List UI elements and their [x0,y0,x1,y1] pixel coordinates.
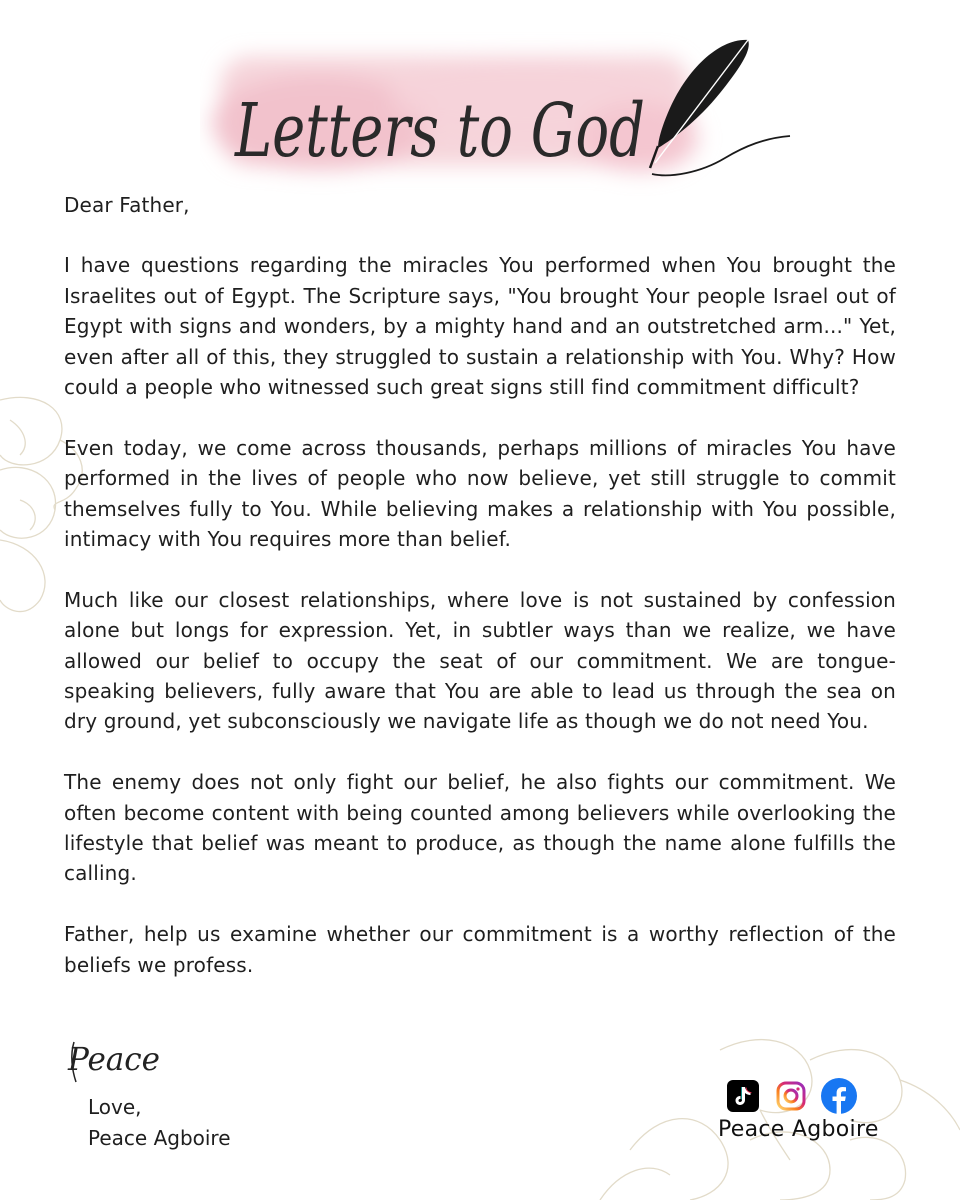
social-links [718,1077,883,1142]
letter-paragraph: Father, help us examine whether our commitment is a worthy reflection of the beliefs we profess. [64,922,896,977]
letters-to-god-header [200,28,800,198]
instagram-icon[interactable] [772,1077,810,1115]
letter-salutation: Dear Father, [64,193,190,217]
author-name: Peace Agboire [88,1126,231,1150]
letter-paragraph: Even today, we come across thousands, perhaps millions of miracles You have performed in the lives of people who now believe, yet still struggle to commit themselves fully to You. While believing makes a relationship with You possible, intimacy with You requires more than belief. [64,435,896,552]
handwritten-signature [64,1030,184,1090]
signature-script-text: Peace [67,1040,160,1078]
letter-paragraph: Much like our closest relationships, where love is not sustained by confession alone but longs for expression. Yet, in subtler ways than we realize, we have allowed our belief to occupy the seat of our commitment. We are tongue-speaking believers, fully aware that You are able to lead us through the sea on dry ground, yet subconsciously we navigate life as though we do not need You. [64,587,896,734]
facebook-icon[interactable] [820,1077,858,1115]
header-artwork [200,28,800,198]
social-icons-row [718,1077,883,1115]
tiktok-icon[interactable] [724,1077,762,1115]
letter-paragraph: The enemy does not only fight our belief, he also fights our commitment. We often become content with being counted among believers while overlooking the lifestyle that belief was meant to produce, as though the name alone fulfills the calling. [64,770,896,886]
social-handle: Peace Agboire [718,1117,879,1142]
closing-word: Love, [88,1095,142,1119]
letter-closing [88,1092,231,1154]
letter-body [64,190,896,1010]
header-title: Letters to God [233,88,645,174]
letter-paragraph: I have questions regarding the miracles You performed when You brought the Israelites out of Egypt. The Scripture says, "You brought Your people Israel out of Egypt with signs and wonders, by a mighty hand and an outstretched arm..." Yet, even after all of this, they struggled to sustain a relationship with You. Why? How could a people who witnessed such great signs still find commitment difficult? [64,253,896,400]
